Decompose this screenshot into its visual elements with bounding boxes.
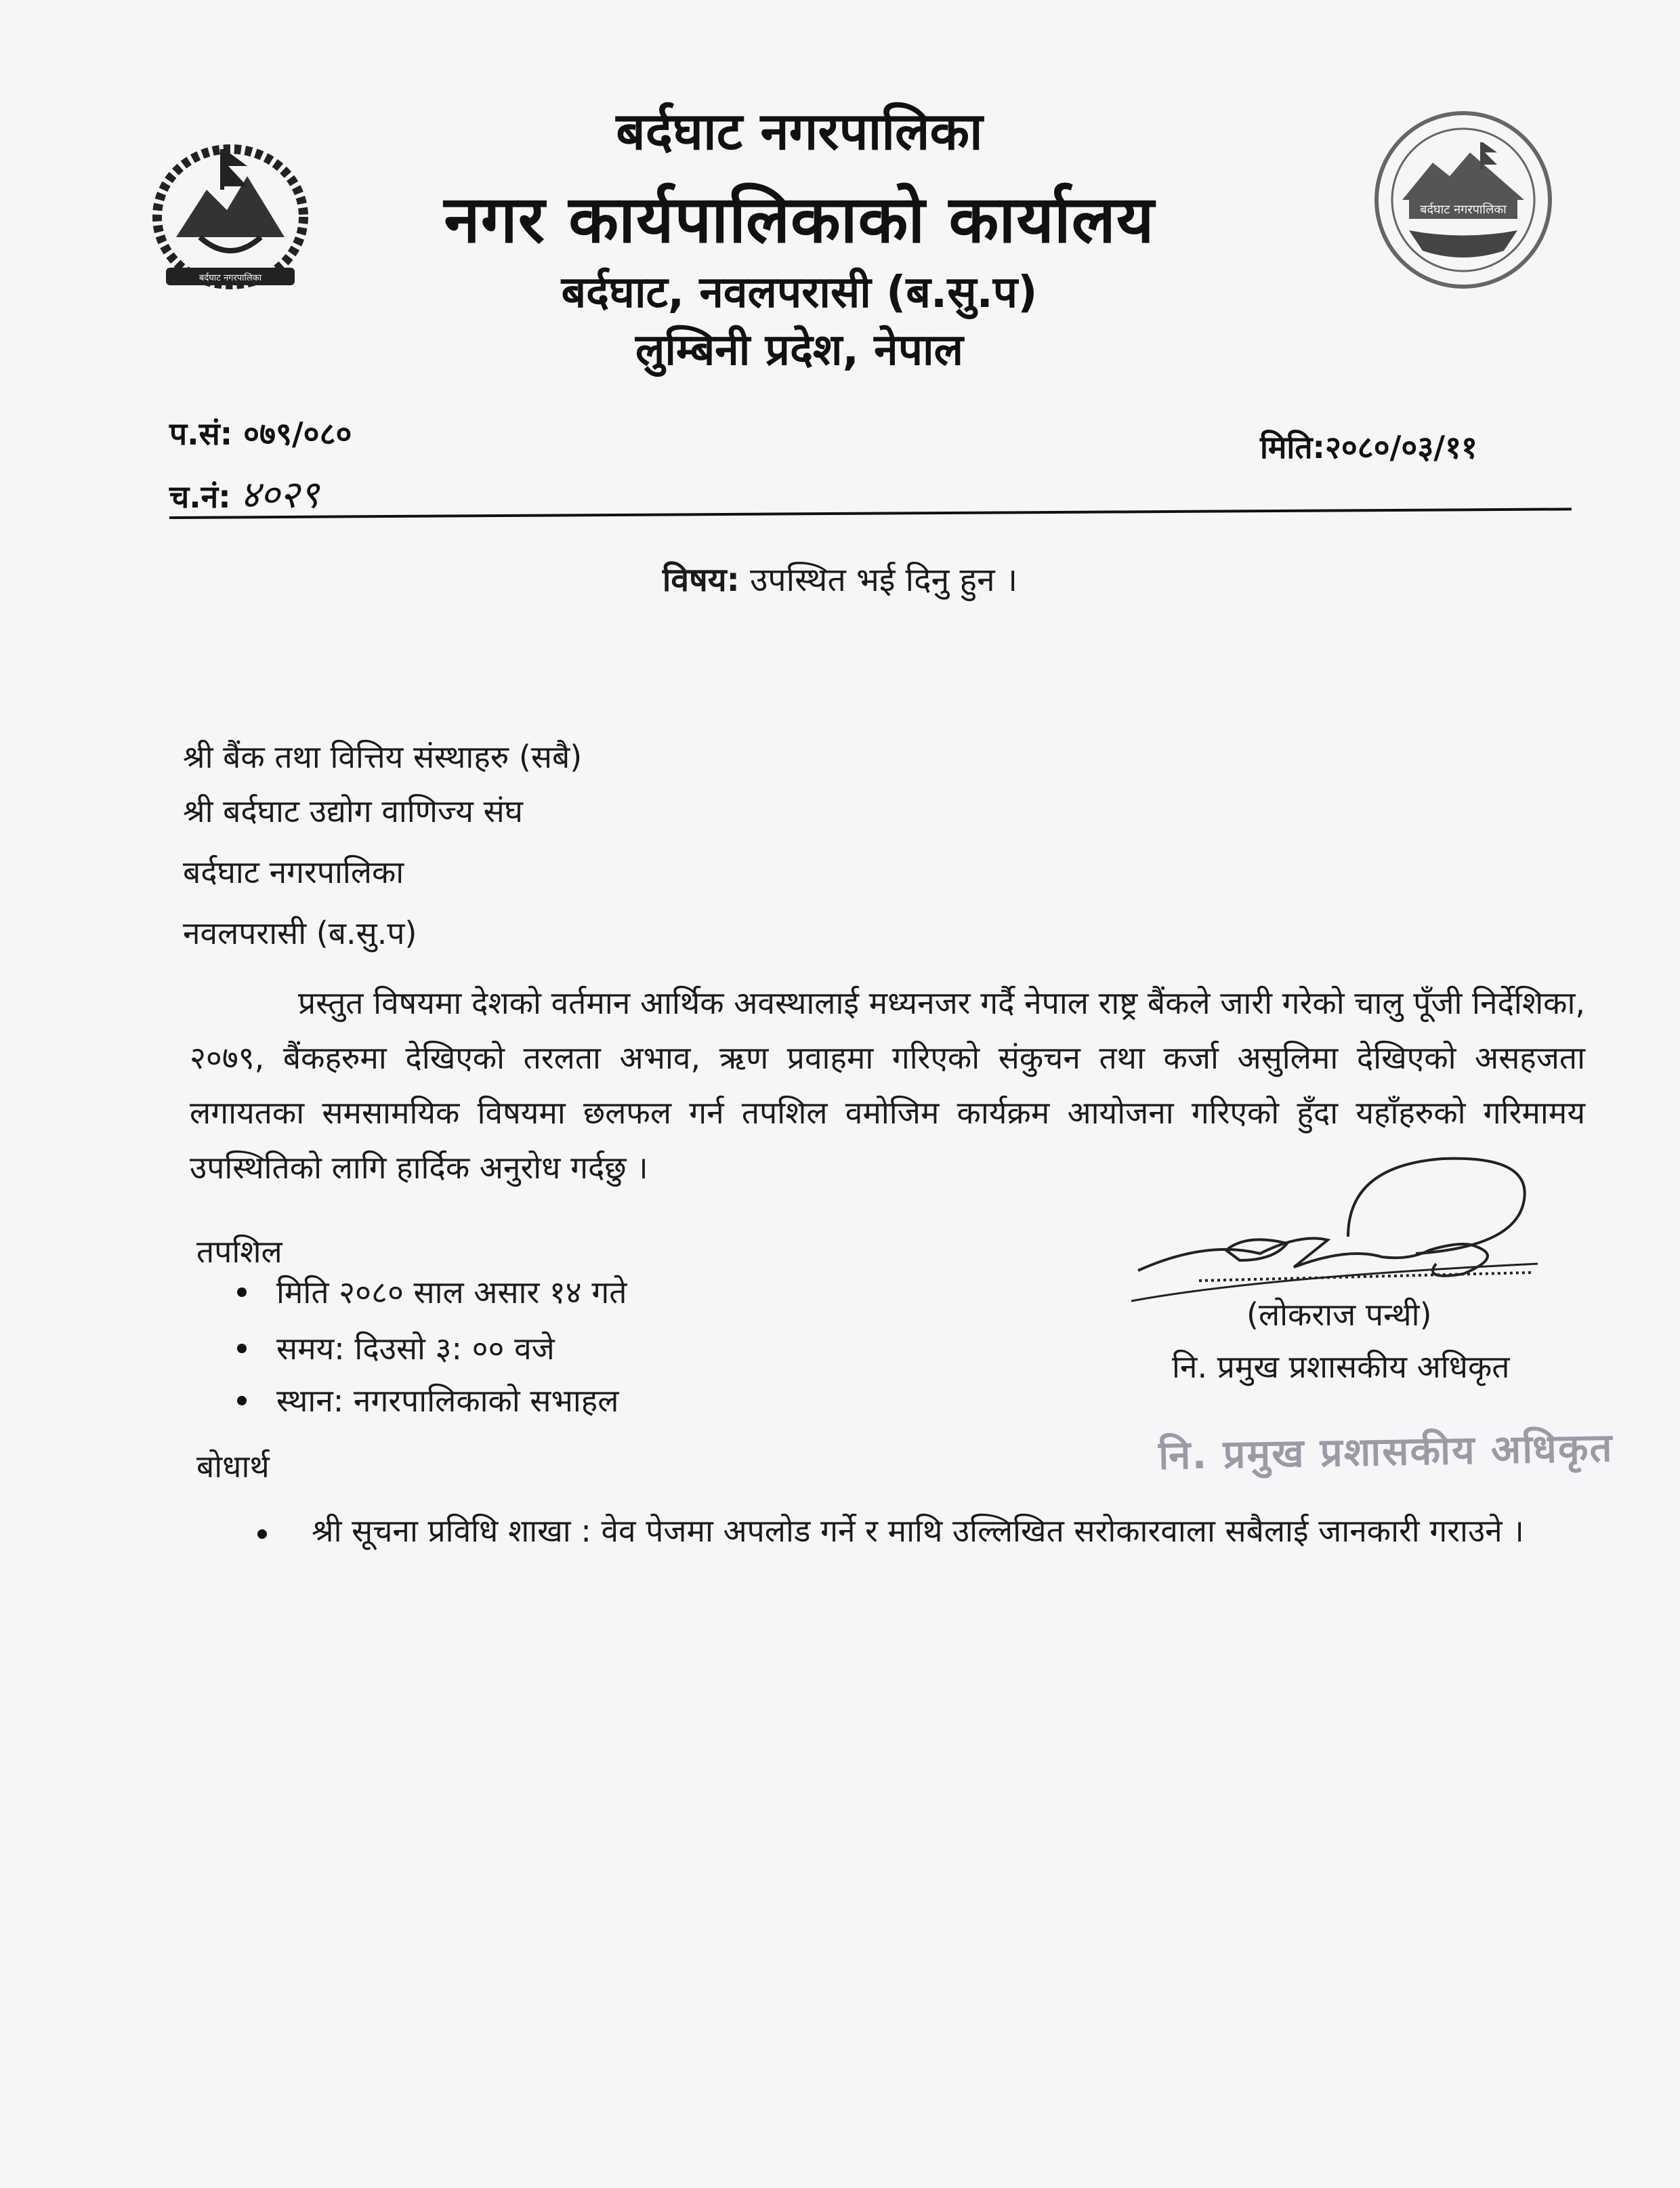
letter-date: मिति:२०८०/०३/११ bbox=[1260, 429, 1477, 466]
signatory-name: (लोकराज पन्थी) bbox=[1246, 1296, 1432, 1333]
signature-icon bbox=[1125, 1138, 1545, 1315]
fiscal-year-ref: प.सं: ०७९/०८० bbox=[169, 415, 352, 452]
letterhead-province: लुम्बिनी प्रदेश, नेपाल bbox=[635, 325, 964, 375]
letterhead-office: नगर कार्यपालिकाको कार्यालय bbox=[444, 182, 1155, 257]
letterhead-district: बर्दघाट, नवलपरासी (ब.सु.प) bbox=[561, 268, 1038, 318]
details-heading: तपशिल bbox=[196, 1233, 282, 1270]
dispatch-number bbox=[169, 468, 319, 519]
addressee-line: बर्दघाट नगरपालिका bbox=[183, 854, 404, 890]
letterhead-municipality: बर्दघाट नगरपालिका bbox=[616, 101, 983, 161]
cc-heading: बोधार्थ bbox=[196, 1448, 270, 1485]
bullet-icon bbox=[257, 1529, 267, 1539]
emblem-caption: बर्दघाट नगरपालिका bbox=[198, 273, 262, 283]
body-paragraph: प्रस्तुत विषयमा देशको वर्तमान आर्थिक अवस्थालाई मध्यनजर गर्दै नेपाल राष्ट्र बैंकले जारी गरेको चालु पूँजी निर्देशिका, २०७९, बैंकहरुमा देखिएको तरलता अभाव, ऋण प्रवाहमा गरिएको संकुचन तथा कर्जा असुलिमा देखिएको असहजता लगायतका समसामयिक विषयमा छलफल गर्न तपशिल वमोजिम कार्यक्रम आयोजना गरिएको हुँदा यहाँहरुको गरिमामय उपस्थितिको लागि हार्दिक अनुरोध गर्दछु । bbox=[190, 985, 1585, 1186]
bullet-icon bbox=[237, 1396, 247, 1405]
addressee-line: श्री बर्दघाट उद्योग वाणिज्य संघ bbox=[183, 793, 523, 829]
signatory-title: नि. प्रमुख प्रशासकीय अधिकृत bbox=[1172, 1348, 1510, 1385]
header-divider bbox=[169, 508, 1572, 519]
bullet-icon bbox=[237, 1344, 247, 1353]
subject-text: उपस्थित भई दिनु हुन । bbox=[750, 561, 1018, 599]
details-item: समय: दिउसो ३: ०० वजे bbox=[237, 1327, 555, 1369]
addressee-line: नवलपरासी (ब.सु.प) bbox=[183, 915, 417, 951]
cc-item bbox=[257, 1501, 1605, 1561]
dispatch-number-value: ४०२९ bbox=[240, 473, 320, 517]
logo-caption: बर्दघाट नगरपालिका bbox=[1420, 203, 1507, 217]
details-item: मिति २०८० साल असार १४ गते bbox=[237, 1271, 627, 1313]
details-item: स्थान: नगरपालिकाको सभाहल bbox=[237, 1379, 618, 1421]
cc-item-text: श्री सूचना प्रविधि शाखा : वेव पेजमा अपलोड गर्ने र माथि उल्लिखित सरोकारवाला सबैलाई जानकारी गराउने । bbox=[312, 1512, 1524, 1549]
addressee-line: श्री बैंक तथा वित्तिय संस्थाहरु (सबै) bbox=[183, 739, 583, 775]
official-stamp: नि. प्रमुख प्रशासकीय अधिकृत bbox=[1158, 1424, 1614, 1479]
subject-label: विषय: bbox=[662, 561, 740, 599]
subject-line bbox=[0, 557, 1680, 601]
dispatch-number-label: च.नं: bbox=[169, 478, 231, 515]
bullet-icon bbox=[237, 1287, 247, 1297]
